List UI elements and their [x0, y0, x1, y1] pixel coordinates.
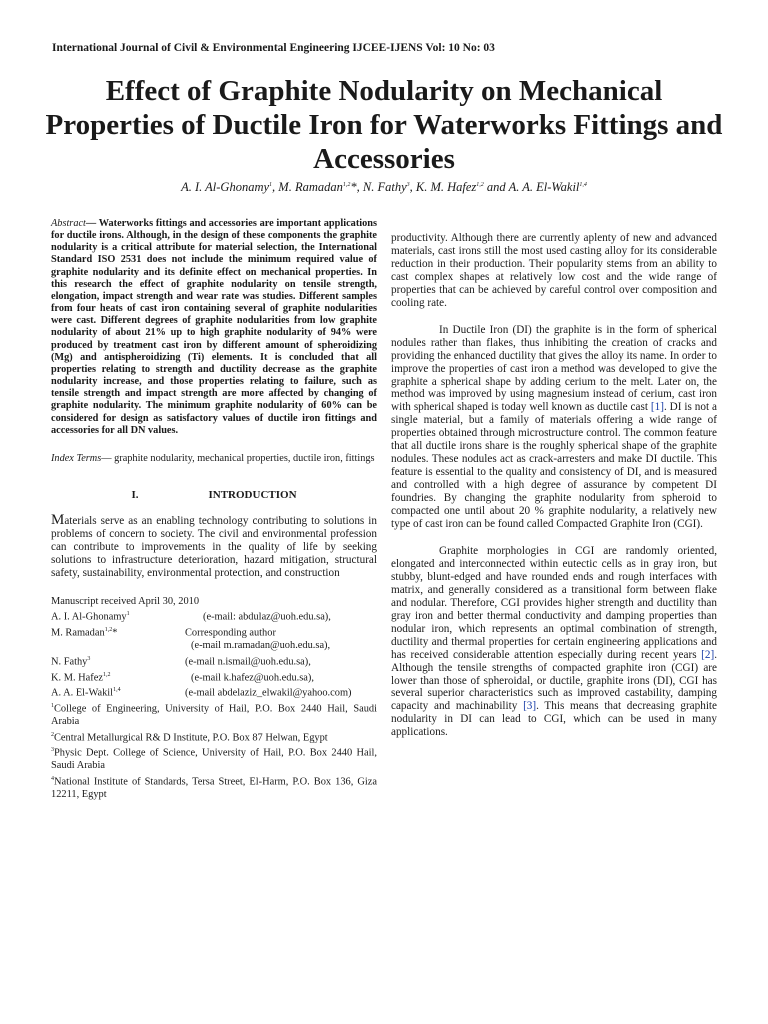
- citation-link[interactable]: [1]: [650, 401, 664, 414]
- index-terms: Index Terms— graphite nodularity, mechanical properties, ductile iron, fittings: [51, 452, 375, 464]
- introduction-paragraph: [51, 514, 377, 580]
- contact-email: (e-mail m.ramadan@uoh.edu.sa),: [191, 640, 331, 652]
- author-name: K. M. Hafez: [415, 180, 477, 194]
- affiliation: $^2$Central Metallurgical R& D Institute, P.O. Box 87 Helwan, Egypt: [51, 731, 328, 743]
- index-terms-text: graphite nodularity, mechanical properties, ductile iron, fittings: [114, 452, 375, 464]
- manuscript-received: Manuscript received April 30, 2010: [51, 596, 200, 608]
- contact-line: M. Ramadan$^{1,2}$* Corresponding author: [51, 627, 276, 639]
- author-name: N. Fathy: [362, 180, 407, 194]
- section-number: I.: [131, 489, 139, 502]
- corresponding-mark: *: [350, 180, 357, 194]
- index-terms-label: Index Terms: [51, 452, 102, 464]
- left-column: [51, 218, 377, 801]
- author-affiliation-mark: 1,4: [579, 181, 587, 188]
- citation-link[interactable]: [2]: [701, 648, 715, 661]
- abstract: Abstract— Waterworks fittings and accessories are important applications for ductile irons. Although, in the design of these components the graphite nodularity is a critical attribute for material selection, the International Standard ISO 2531 does not include the minimum required value of graphite nodularity and its definite effect on mechanical properties. In this research the effect of graphite nodularity on tensile strength, elongation, impact strength and wear rate was studies. Different samples from four heats of cast iron containing several of graphite nodularities were cast. Different degrees of graphite nodularities from low graphite nodularity of about 21% up to high graphite nodularity of 94% were produced by treatment cast iron by different amount of spheroidizing (Mg) and antispheroidizing (Ti) elements. It is concluded that all properties relating to strength and ductility decrease as the graphite nodularity increase, and those properties relating to failure, such as tensile strength and impact strength are more affected by changing of graphite nodularity. The minimum graphite nodularity of 60% can be considered for design as satisfactory values of ductile iron fittings and accessories for all DN values.: [51, 218, 377, 436]
- author-name: M. Ramadan: [278, 180, 343, 194]
- contact-line: A. A. El-Wakil$^{1,4}$ (e-mail abdelaziz_elwakil@yahoo.com): [51, 687, 352, 699]
- body-paragraph: productivity. Although there are currently aplenty of new and advanced materials, cast irons still the most used casting alloy for its considerable reduction in their production. Their popularity stems from an ability to cast complex shapes at relatively low cost and the wide range of properties that can be achieved by careful control over composition and cooling rate.: [391, 232, 717, 309]
- contact-line: K. M. Hafez$^{1,2}$ (e-mail k.hafez@uoh.edu.sa),: [51, 671, 314, 683]
- contact-note: Corresponding author: [185, 627, 276, 639]
- contact-email: (e-mail k.hafez@uoh.edu.sa),: [191, 671, 314, 683]
- section-heading-introduction: [51, 489, 377, 502]
- contact-email: (e-mail n.ismail@uoh.edu.sa),: [185, 656, 311, 668]
- abstract-text: Waterworks fittings and accessories are important applications for ductile irons. Although, in the design of these components the graphite nodularity is a critical attribute for material selection, the International Standard ISO 2531 does not include the minimum required value of graphite nodularity and its definite effect on mechanical properties. In this research the effect of graphite nodularity on tensile strength, elongation, impact strength and wear rate was studies. Different samples from four heats of cast iron containing several of graphite nodularities were cast. Different degrees of graphite nodularities from low graphite nodularity of about 21% up to high graphite nodularity of 94% were produced by treatment cast iron by different amount of spheroidizing (Mg) and antispheroidizing (Ti) elements. It is concluded that all properties relating to strength and ductility decrease as the graphite nodularity increase, and those properties relating to failure, such as tensile strength and impact strength are more affected by changing of graphite nodularity. The minimum graphite nodularity of 60% can be considered for design as satisfactory values of ductile iron fittings and accessories for all DN values.: [51, 218, 377, 436]
- manuscript-footnote: [51, 596, 377, 801]
- affiliation: $^4$National Institute of Standards, Tersa Street, El-Harm, P.O. Box 136, Giza 12211, Egypt: [51, 775, 377, 800]
- section-title: INTRODUCTION: [208, 489, 297, 502]
- introduction-text: aterials serve as an enabling technology contributing to solutions in problems of concern to society. The civil and environmental profession can contribute to improvements in the quality of life by seeking solutions to infrastructure deterioration, hazard mitigation, structural safety, sustainability, environmental protection, and construction: [51, 515, 377, 580]
- right-column: [391, 232, 717, 753]
- contact-line: [51, 640, 377, 652]
- abstract-label: Abstract: [51, 218, 86, 229]
- affiliation: $^3$Physic Dept. College of Science, University of Hail, P.O. Box 2440 Hail, Saudi Arabia: [51, 747, 377, 772]
- author-line: A. I. Al-Ghonamy$^1$, M. Ramadan$^{1,2}$*, N. Fathy$^3$, K. M. Hafez$^{1,2}$ and A. A. El-Wakil$^{1,4}$: [181, 180, 587, 194]
- author-name: A. I. Al-Ghonamy: [181, 180, 270, 194]
- author-affiliation-mark: 3: [406, 181, 410, 188]
- contact-email: (e-mail abdelaziz_elwakil@yahoo.com): [185, 687, 352, 699]
- body-paragraph: Graphite morphologies in CGI are randomly oriented, elongated and interconnected within eutectic cells as in gray iron, but stubby, blunt-edged and have rounded ends and rough interfaces with matrix, and generally considered as a transitional form between flake and nodular. Therefore, CGI provides higher strength and ductility than gray iron and better thermal conductivity and damping properties than nodular iron, which represents an optimal combination of strength, ductility and thermal properties for certain engineering applications and has received considerable attention especially during recent years [2]. Although the tensile strengths of compacted graphite iron (CGI) are lower than those of spheroidal, or ductile, graphite irons (DI), CGI has several superior characteristics such as improved castability, damping capacity and machinability [3]. This means that decreasing graphite nodularity in DI can lead to CGI, which can be used in many applications.: [391, 544, 718, 739]
- contact-line: A. I. Al-Ghonamy$^1$ (e-mail: abdulaz@uoh.edu.sa),: [51, 611, 331, 623]
- paper-title: Effect of Graphite Nodularity on Mechanical Properties of Ductile Iron for Waterworks Fittings and Accessories: [45, 75, 723, 175]
- drop-cap: M: [51, 512, 65, 529]
- citation-link[interactable]: [3]: [523, 700, 537, 713]
- body-paragraph: In Ductile Iron (DI) the graphite is in the form of spherical nodules rather than flakes, thus inhibiting the creation of cracks and providing the enhanced ductility that gives the alloy its name. In order to improve the properties of cast iron a method was developed to give the graphite a spherical shape by adding cerium to the melt. Later on, the method was improved by using magnesium instead of cerium, cast iron with spherical shaped is today well known as ductile cast [1]. DI is not a single material, but a family of materials offering a wide range of properties obtained through microstructure control. The common feature that all ductile irons share is the roughly spherical shape of the graphite nodules. These nodules act as crack-arresters and make DI ductile. This feature is essential to the quality and consistency of DI, and is measured and controlled with a high degree of assurance by competent DI foundries. By changing the graphite nodularity from spheroid to compacted one until about 20 % graphite nodularity, a relatively new type of cast iron can be found called Compacted Graphite Iron (CGI).: [391, 323, 718, 531]
- author-affiliation-mark: 1: [269, 181, 273, 188]
- contact-email: (e-mail: abdulaz@uoh.edu.sa),: [203, 611, 331, 623]
- affiliation: $^1$College of Engineering, University of Hail, P.O. Box 2440 Hail, Saudi Arabia: [51, 703, 377, 728]
- author-name: A. A. El-Wakil: [508, 180, 580, 194]
- contact-line: N. Fathy$^3$ (e-mail n.ismail@uoh.edu.sa),: [51, 655, 311, 668]
- journal-header: International Journal of Civil & Environmental Engineering IJCEE-IJENS Vol: 10 No: 03: [52, 42, 495, 54]
- author-affiliation-mark: 1,2: [476, 181, 484, 188]
- author-affiliation-mark: 1,2: [342, 181, 351, 188]
